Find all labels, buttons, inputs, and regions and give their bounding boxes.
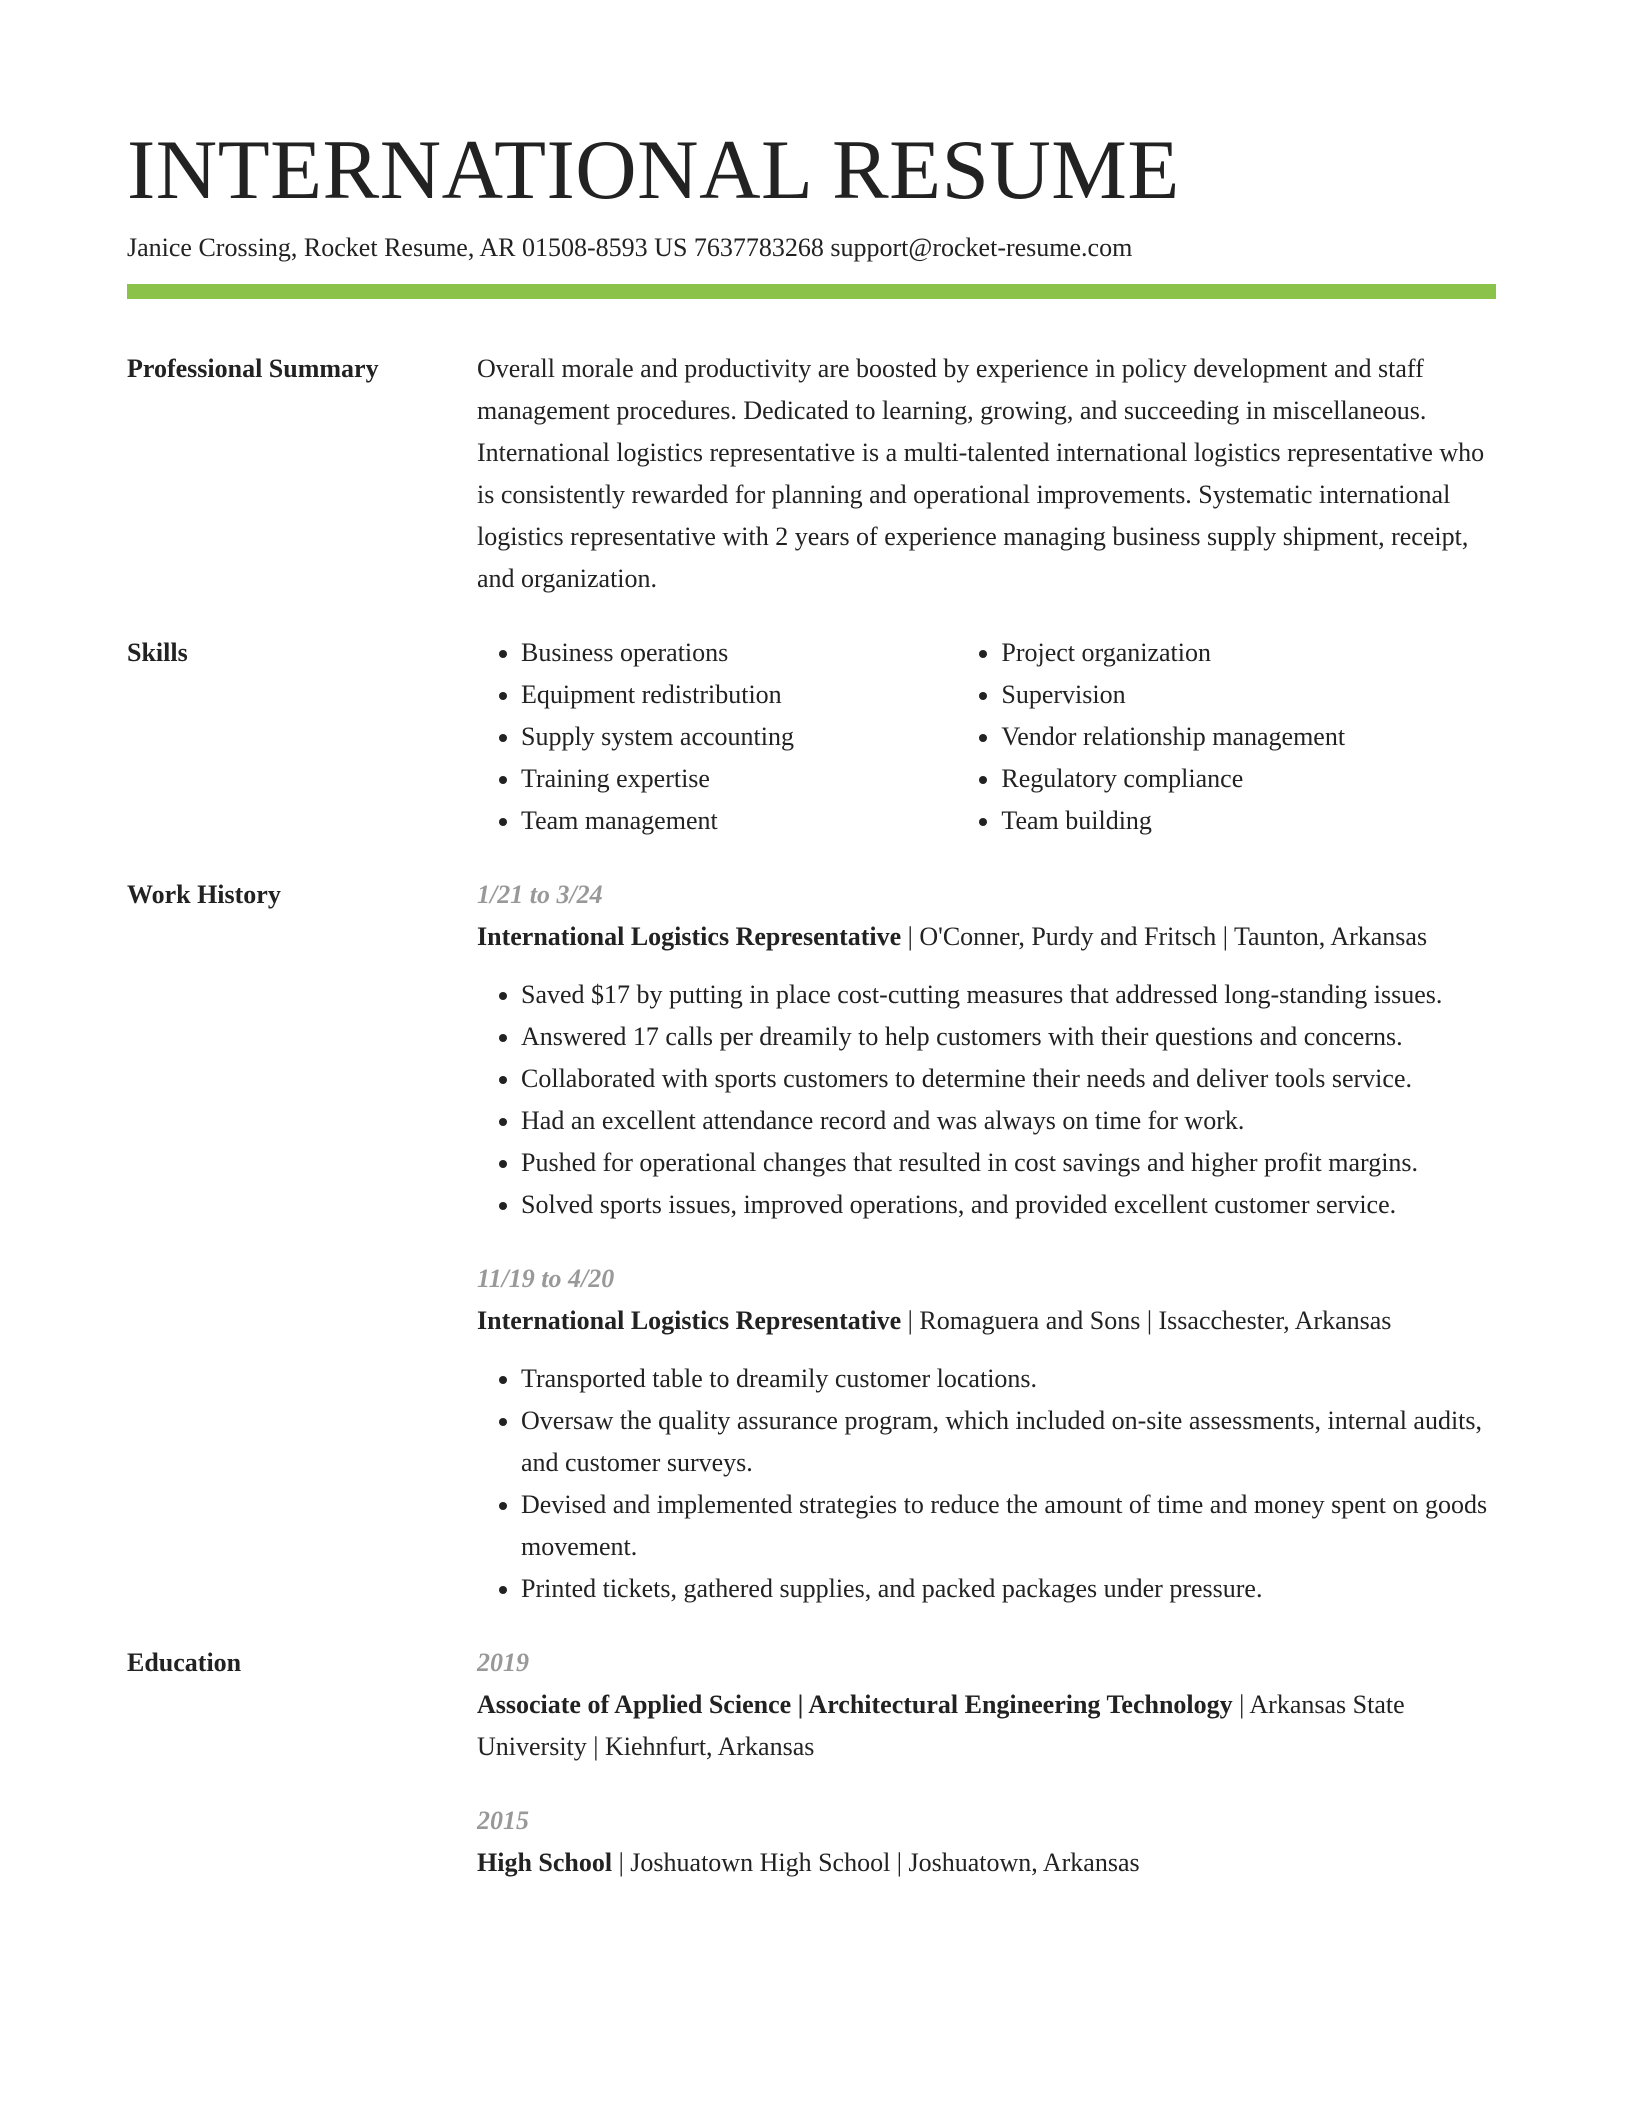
skill-item: • Supervision	[1001, 674, 1496, 716]
education-details: | Arkansas State University | Kiehnfurt, Arkansas	[477, 1690, 1405, 1761]
education-degree: Associate of Applied Science | Architectural Engineering Technology	[477, 1690, 1233, 1719]
header-divider	[127, 284, 1496, 299]
job-details: | O'Conner, Purdy and Fritsch | Taunton, Arkansas	[901, 922, 1428, 951]
skill-item: • Vendor relationship management	[1001, 716, 1496, 758]
job-bullet: • Answered 17 calls per dreamily to help customers with their questions and concerns.	[521, 1016, 1496, 1058]
job-entry	[477, 1258, 1496, 1610]
resume-content	[127, 348, 1496, 1884]
job-bullet: • Collaborated with sports customers to determine their needs and deliver tools service.	[521, 1058, 1496, 1100]
education-entry	[477, 1642, 1496, 1768]
education-year: 2015	[477, 1806, 529, 1835]
job-bullet: • Had an excellent attendance record and was always on time for work.	[521, 1100, 1496, 1142]
contact-line: Janice Crossing, Rocket Resume, AR 01508-8593 US 7637783268 support@rocket-resume.com	[127, 233, 1133, 262]
skill-item: • Equipment redistribution	[521, 674, 957, 716]
job-bullet: • Transported table to dreamily customer locations.	[521, 1358, 1496, 1400]
skills-column-right	[957, 632, 1496, 842]
job-details: | Romaguera and Sons | Issacchester, Arkansas	[901, 1306, 1392, 1335]
skills-label: Skills	[127, 638, 188, 667]
job-heading	[477, 916, 1496, 958]
education-heading	[477, 1684, 1496, 1768]
skill-item: • Supply system accounting	[521, 716, 957, 758]
work-history-label: Work History	[127, 880, 281, 909]
resume-title: INTERNATIONAL RESUME	[127, 123, 1180, 217]
skill-item: • Training expertise	[521, 758, 957, 800]
skills-column-left	[477, 632, 957, 842]
skill-item: • Project organization	[1001, 632, 1496, 674]
job-bullet: • Oversaw the quality assurance program, which included on-site assessments, internal audits, and customer surveys.	[521, 1400, 1496, 1484]
education-details: | Joshuatown High School | Joshuatown, Arkansas	[612, 1848, 1140, 1877]
work-history-section	[127, 874, 1496, 1610]
job-bullet: • Printed tickets, gathered supplies, and packed packages under pressure.	[521, 1568, 1496, 1610]
job-bullets	[477, 1358, 1496, 1610]
education-heading	[477, 1842, 1496, 1884]
job-dates: 1/21 to 3/24	[477, 880, 603, 909]
job-bullet: • Saved $17 by putting in place cost-cutting measures that addressed long-standing issues.	[521, 974, 1496, 1016]
job-entry	[477, 874, 1496, 1226]
job-bullet: • Devised and implemented strategies to reduce the amount of time and money spent on goods movement.	[521, 1484, 1496, 1568]
job-title: International Logistics Representative	[477, 922, 902, 951]
job-bullets	[477, 974, 1496, 1226]
skills-list	[477, 632, 1496, 842]
education-entry	[477, 1800, 1496, 1884]
education-year: 2019	[477, 1648, 529, 1677]
education-degree: High School	[477, 1848, 613, 1877]
skill-item: • Team management	[521, 800, 957, 842]
skill-item: • Business operations	[521, 632, 957, 674]
job-bullet: • Pushed for operational changes that resulted in cost savings and higher profit margins.	[521, 1142, 1496, 1184]
summary-section	[127, 348, 1496, 600]
skills-section	[127, 632, 1496, 842]
skill-item: • Team building	[1001, 800, 1496, 842]
education-label: Education	[127, 1648, 242, 1677]
summary-label: Professional Summary	[127, 354, 379, 383]
job-heading	[477, 1300, 1496, 1342]
summary-text: Overall morale and productivity are boosted by experience in policy development and staff management procedures. Dedicated to learning, growing, and succeeding in miscellaneous. International logistics representative is a multi-talented international logistics representative who is consistently rewarded for planning and operational improvements. Systematic international logistics representative with 2 years of experience managing business supply shipment, receipt, and organization.	[477, 354, 1485, 593]
job-dates: 11/19 to 4/20	[477, 1264, 615, 1293]
education-section	[127, 1642, 1496, 1884]
job-bullet: • Solved sports issues, improved operations, and provided excellent customer service.	[521, 1184, 1496, 1226]
job-title: International Logistics Representative	[477, 1306, 902, 1335]
skill-item: • Regulatory compliance	[1001, 758, 1496, 800]
